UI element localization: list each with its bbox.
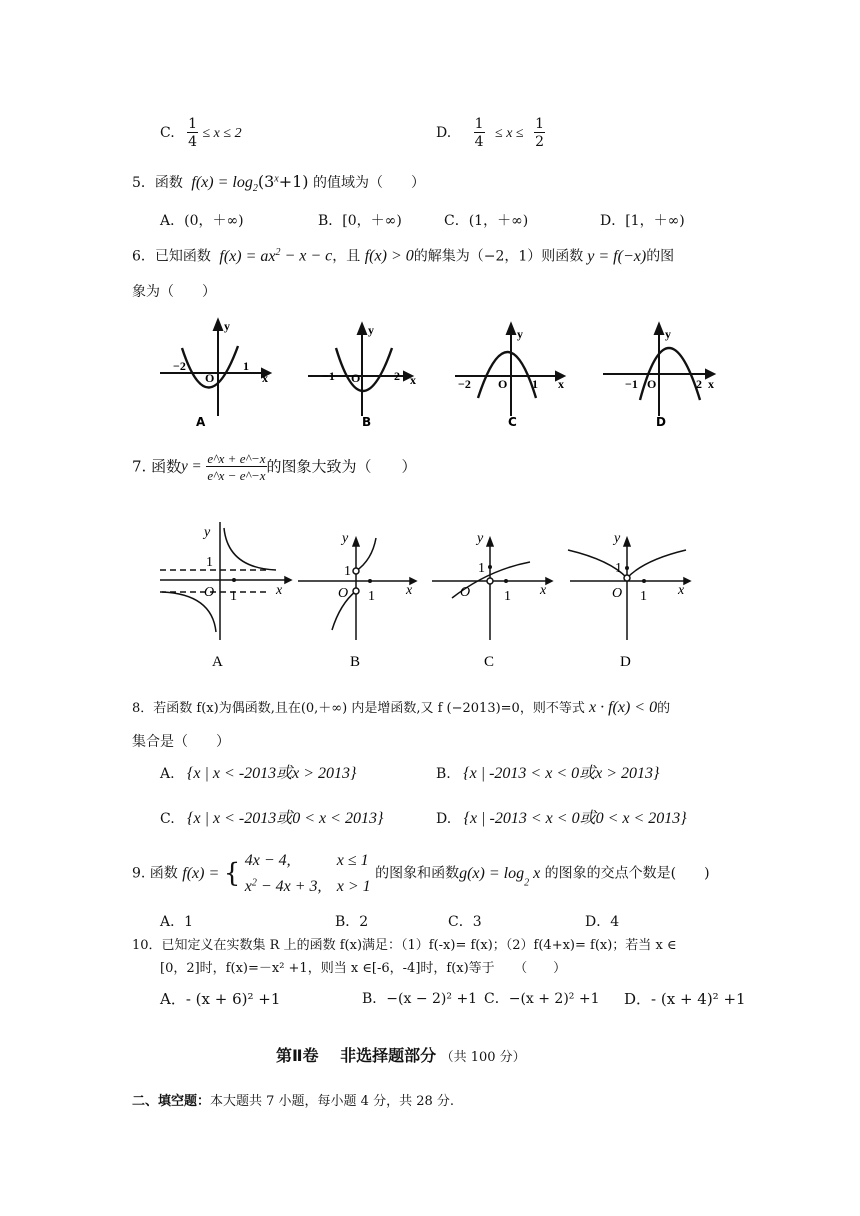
q8-option-a: A. {x | x < -2013或x > 2013} <box>160 765 357 782</box>
q6-b-origin: O <box>351 371 361 385</box>
q6-c-x: x <box>558 377 564 391</box>
q7-b-origin: O <box>338 586 349 601</box>
q7-fraction: $\frac{e\^{}x + e\^{}-x}{e\^{}x - e\^{}-x}$ <box>207 451 266 483</box>
q10-option-c: C．−(x + 2)² +1 <box>484 991 600 1007</box>
q6-d-x: x <box>708 377 714 391</box>
q6-a-left: −2 <box>173 359 186 373</box>
q4-c-fraction: $\frac{1}{4}$ <box>188 116 198 150</box>
q8-option-b: B. {x | -2013 < x < 0或x > 2013} <box>436 765 660 782</box>
q6-a-y: y <box>224 319 230 333</box>
q10-option-a: A．- (x + 6)² +1 <box>160 990 281 1008</box>
q7-d-point-y <box>625 566 629 570</box>
q7-graph-b <box>298 538 416 640</box>
q7-a-y: y <box>204 525 211 540</box>
q6-d-right: 2 <box>696 377 702 391</box>
q9-option-d: D．4 <box>585 914 620 930</box>
q10-stem-line1: 10．已知定义在实数集 R 上的函数 f(x)满足：（1）f(-x)= f(x)；（2）f(4+x)= f(x)；若当 x ∈ <box>132 938 677 953</box>
q7-c-one-y: 1 <box>478 561 485 576</box>
q6-a-origin: O <box>205 371 215 385</box>
q7-d-label: D <box>620 654 631 670</box>
q7-a-origin: O <box>204 585 215 600</box>
q5-option-d: D．[1，＋∞) <box>600 213 685 229</box>
q5-option-c: C．(1，＋∞) <box>444 213 529 229</box>
q9-option-a: A．1 <box>160 914 194 930</box>
q7-graphs <box>0 520 860 670</box>
q7-d-point-x <box>642 579 646 583</box>
q9-option-c: C．3 <box>448 914 482 930</box>
q7-d-one-y: 1 <box>615 561 622 576</box>
q4-option-d: D. $\frac{1}{4}$ ≤ x ≤ $\frac{1}{2}$ <box>436 116 544 150</box>
q7-c-point-x <box>504 579 508 583</box>
q5-option-b: B．[0，＋∞) <box>318 213 402 229</box>
q10-option-d: D．- (x + 4)² +1 <box>624 990 746 1008</box>
q6-c-y: y <box>517 327 523 341</box>
q6-a-label: A <box>196 415 206 429</box>
q7-c-origin: O <box>460 585 471 600</box>
q6-b-y: y <box>368 323 374 337</box>
q7-d-one-x: 1 <box>640 589 647 604</box>
q7-a-x: x <box>276 583 283 598</box>
q6-b-x: x <box>410 373 416 387</box>
q7-d-y: y <box>614 531 621 546</box>
q5-stem: 5．函数 $f(x) = \log_2(3^x+1)$ 的值域为（ ） <box>132 172 425 194</box>
q5-option-a: A．(0，＋∞) <box>160 213 244 229</box>
q4-option-c: C. $\frac{1}{4}$ ≤ x ≤ 2 <box>160 116 242 150</box>
q4-d-fraction-2: $\frac{1}{2}$ <box>535 116 544 150</box>
q6-graph-c <box>455 324 564 416</box>
q9-option-b: B．2 <box>335 914 369 930</box>
q7-b-y: y <box>342 531 349 546</box>
q7-c-y: y <box>477 531 484 546</box>
q9-cases: 4x − 4, x ≤ 1 $x^2 - 4x + 3$, x > 1 <box>244 852 371 895</box>
q7-a-label: A <box>212 654 223 670</box>
q6-c-label: C <box>508 415 517 429</box>
q7-graph-a <box>160 522 291 640</box>
section2-heading: 二、填空题：本大题共 7 小题，每小题 4 分，共 28 分. <box>132 1094 455 1109</box>
q7-d-x: x <box>678 583 685 598</box>
q6-b-label: B <box>362 415 372 429</box>
q9-stem: 9. 函数 f(x) = { 4x − 4, x ≤ 1 $x^2 - 4x + 3$, x > 1 的图象和函数$g(x) = \log_2 x$ 的图象的交点个数是( ) <box>132 848 710 899</box>
q6-graphs <box>0 316 860 436</box>
q7-c-point-y <box>488 565 492 569</box>
q10-stem-line2: [0，2]时，f(x)=－x² +1，则当 x ∈[-6，-4]时，f(x)等于 （ ） <box>160 961 567 976</box>
q7-c-one-x: 1 <box>504 589 511 604</box>
q8-stem-line1: 8．若函数 f(x)为偶函数,且在(0,＋∞) 内是增函数,又 f (−2013)=0，则不等式 x · f(x) < 0的 <box>132 699 671 716</box>
q6-c-right: 1 <box>532 377 538 391</box>
q6-d-left: −1 <box>625 377 638 391</box>
part2-title: 第Ⅱ卷 非选择题部分 （共 100 分） <box>276 1046 526 1065</box>
q7-a-one-y: 1 <box>206 555 213 570</box>
q7-c-x: x <box>540 583 547 598</box>
q6-a-x: x <box>262 371 268 385</box>
q6-d-origin: O <box>647 377 657 391</box>
q7-b-one-y: 1 <box>344 564 351 579</box>
q6-graph-d <box>603 324 714 416</box>
q6-c-origin: O <box>498 377 508 391</box>
q6-b-left: −1 <box>322 369 335 383</box>
q8-stem-line2: 集合是（ ） <box>132 734 230 750</box>
q10-option-b: B．−(x − 2)² +1 <box>362 991 478 1007</box>
q6-b-right: 2 <box>394 369 400 383</box>
q7-graph-c <box>432 538 552 640</box>
q7-b-label: B <box>350 654 361 670</box>
q7-graph-d <box>568 538 690 640</box>
q6-d-label: D <box>656 415 666 429</box>
q7-a-one-x: 1 <box>230 589 237 604</box>
q7-stem: 7. 函数y = $\frac{e\^{}x + e\^{}-x}{e\^{}x - e\^{}-x}$ 的图象大致为（ ） <box>132 451 417 483</box>
q7-b-point <box>368 579 372 583</box>
q6-a-right: 1 <box>243 359 249 373</box>
q6-c-left: −2 <box>458 377 471 391</box>
q7-c-label: C <box>484 654 495 670</box>
q7-d-origin: O <box>612 586 623 601</box>
q6-stem-line2: 象为（ ） <box>132 284 216 300</box>
q6-stem-line1: 6．已知函数 $f(x) = ax^2 - x - c$，且 f(x) > 0的解集为（−2，1）则函数 y = f(−x)的图 <box>132 247 675 265</box>
q8-option-d: D. {x | -2013 < x < 0或0 < x < 2013} <box>436 810 687 827</box>
q6-d-y: y <box>665 327 671 341</box>
q4-d-fraction-1: $\frac{1}{4}$ <box>474 116 484 150</box>
q7-b-x: x <box>406 583 413 598</box>
q9-brace: { <box>223 858 241 889</box>
q7-a-point <box>232 578 236 582</box>
q8-option-c: C. {x | x < -2013或0 < x < 2013} <box>160 810 384 827</box>
q7-b-one-x: 1 <box>368 589 375 604</box>
